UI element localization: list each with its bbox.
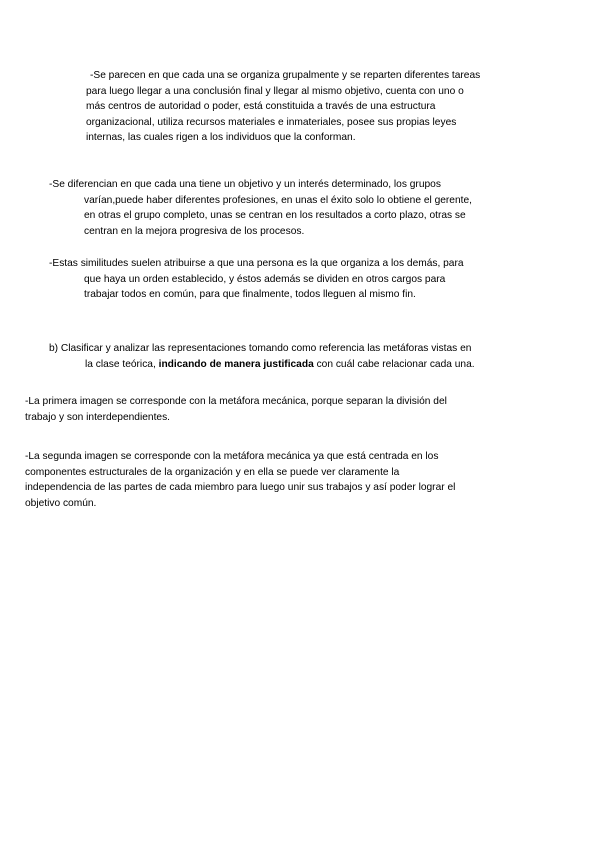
second-image-answer-paragraph [25, 449, 505, 511]
text-line: -La segunda imagen se corresponde con la metáfora mecánica ya que está centrada en los [25, 451, 439, 462]
text-line: organizacional, utiliza recursos materiales e inmateriales, posee sus propias leyes [86, 116, 457, 128]
question-b-paragraph [49, 341, 529, 372]
text-line: -Se parecen en que cada una se organiza grupalmente y se reparten diferentes tareas [90, 70, 481, 81]
text-line: componentes estructurales de la organización y en ella se puede ver claramente la [25, 466, 400, 478]
text-line: -Se diferencian en que cada una tiene un objetivo y un interés determinado, los grupos [49, 179, 441, 190]
text-line: b) Clasificar y analizar las representaciones tomando como referencia las metáforas vistas en [49, 343, 472, 354]
text-line: centran en la mejora progresiva de los procesos. [84, 225, 305, 237]
text-segment: con cuál cabe relacionar cada una. [313, 358, 475, 370]
text-line: trabajar todos en común, para que finalmente, todos lleguen al mismo fin. [84, 289, 416, 300]
text-line: en otras el grupo completo, unas se centran en los resultados a corto plazo, otras se [84, 210, 466, 221]
text-line: para luego llegar a una conclusión final y llegar al mismo objetivo, cuenta con uno o [86, 85, 464, 97]
text-line: -Estas similitudes suelen atribuirse a que una persona es la que organiza a los demás, para [49, 258, 464, 269]
bold-text-segment: indicando de manera justificada [158, 358, 314, 370]
similarities-paragraph [86, 68, 526, 146]
text-segment: la clase teórica, [85, 358, 159, 370]
attribution-paragraph [49, 256, 519, 303]
text-line: -La primera imagen se corresponde con la metáfora mecánica, porque separan la división del [25, 396, 447, 407]
text-line: que haya un orden establecido, y éstos además se dividen en otros cargos para [84, 273, 446, 285]
text-line: independencia de las partes de cada miembro para luego unir sus trabajos y así poder lograr el [25, 482, 456, 493]
text-line: trabajo y son interdependientes. [25, 411, 170, 423]
text-line: más centros de autoridad o poder, está constituida a través de una estructura [86, 101, 436, 112]
differences-paragraph [49, 177, 519, 239]
text-line: internas, las cuales rigen a los individuos que la conforman. [86, 132, 356, 143]
text-line: varían,puede haber diferentes profesiones, en unas el éxito solo lo obtiene el gerente, [84, 194, 472, 206]
text-line: objetivo común. [25, 497, 97, 509]
first-image-answer-paragraph [25, 394, 505, 425]
text-line [49, 357, 529, 373]
